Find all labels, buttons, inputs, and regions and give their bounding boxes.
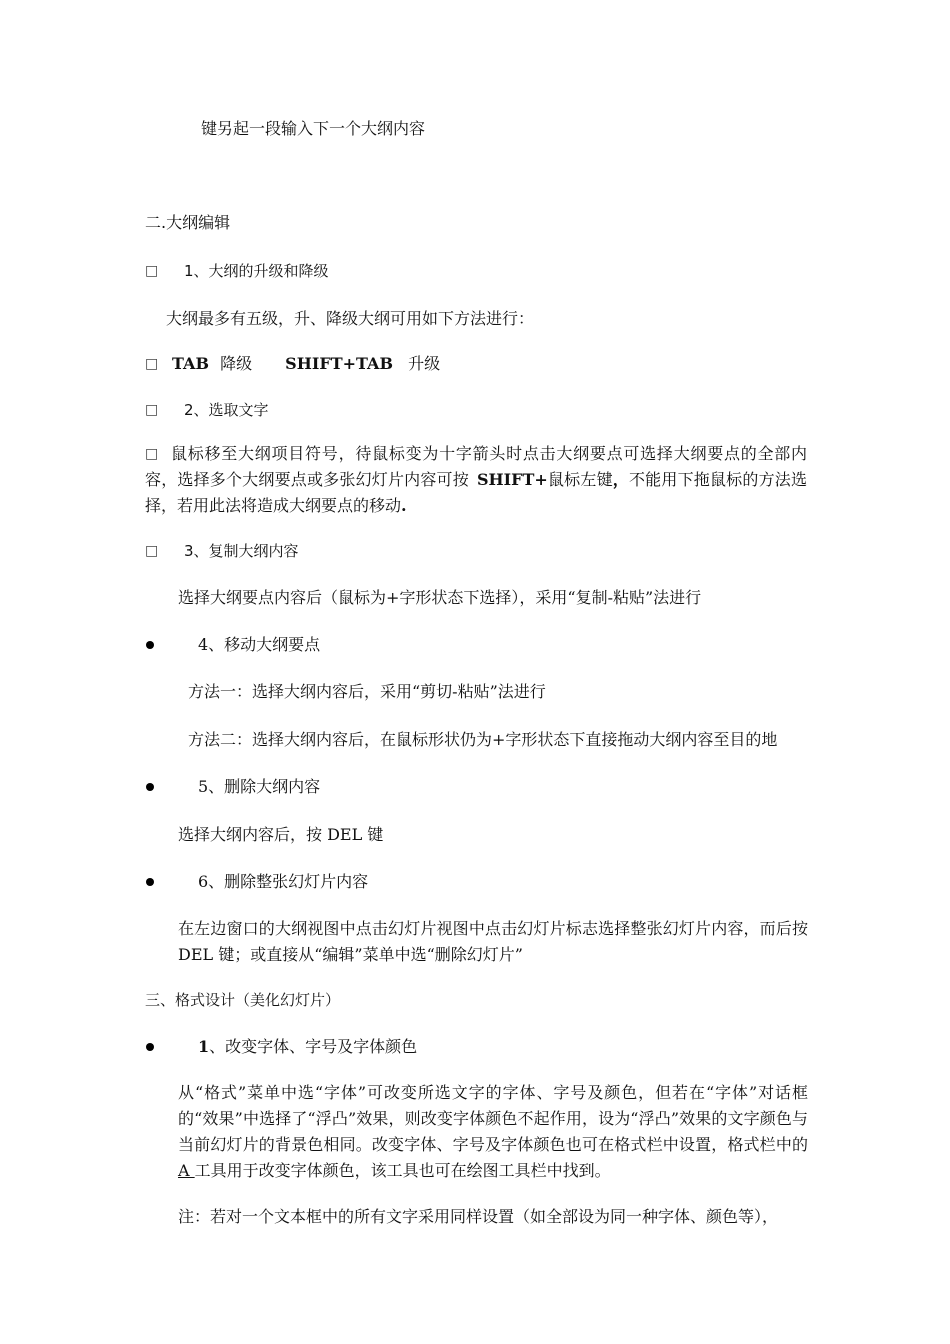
bullet-dot-icon (146, 1043, 154, 1051)
paragraph-2: 鼠标移至大纲项目符号，待鼠标变为十字箭头时点击大纲要点可选择大纲要点的全部内容，选择多个大纲要点或多张幻灯片内容可按 SHIFT+鼠标左键，不能用下拖鼠标的方法选择，若用此法将造成大纲要点的移动. (145, 444, 807, 515)
bullet-icon: □ (145, 263, 159, 279)
bullet-icon: □ (145, 356, 159, 372)
subheading-7: 1、改变字体、字号及字体颜色 (198, 1037, 418, 1056)
subheading-3: 3、复制大纲内容 (184, 542, 299, 560)
method-one: 方法一：选择大纲内容后，采用“剪切-粘贴”法进行 (188, 682, 546, 701)
tab-action: 降级 (220, 354, 253, 373)
tab-key: TAB (172, 354, 209, 373)
continued-line: 键另起一段输入下一个大纲内容 (201, 119, 426, 138)
bullet-icon: □ (145, 402, 159, 418)
section-heading-3: 三、格式设计（美化幻灯片） (145, 991, 341, 1009)
subheading-1: 1、大纲的升级和降级 (184, 262, 329, 280)
bullet-dot-icon (146, 878, 154, 886)
bullet-dot-icon (146, 641, 154, 649)
section-heading-2: 二.大纲编辑 (145, 213, 231, 232)
paragraph-7: 从“格式”菜单中选“字体”可改变所选文字的字体、字号及颜色，但若在“字体”对话框的“效果”中选择了“浮凸”效果，则改变字体颜色不起作用，设为“浮凸”效果的文字颜色与当前幻灯片的背景色相同。改变字体、字号及字体颜色也可在格式栏中设置，格式栏中的 A 工具用于改变字体颜色，该工具也可在绘图工具栏中找到。 (178, 1083, 808, 1180)
method-two: 方法二：选择大纲内容后，在鼠标形状仍为+字形状态下直接拖动大纲内容至目的地 (188, 730, 778, 749)
shift-tab-key: SHIFT+TAB (285, 354, 393, 373)
subheading-4: 4、移动大纲要点 (198, 635, 321, 654)
tab-shortcut-line (172, 353, 440, 375)
shift-tab-action: 升级 (408, 354, 441, 373)
bullet-icon: □ (145, 543, 159, 559)
paragraph-6: 在左边窗口的大纲视图中点击幻灯片视图中点击幻灯片标志选择整张幻灯片内容，而后按 DEL 键；或直接从“编辑”菜单中选“删除幻灯片” (178, 919, 808, 964)
subheading-6: 6、删除整张幻灯片内容 (198, 872, 369, 891)
note-line: 注：若对一个文本框中的所有文字采用同样设置（如全部设为同一种字体、颜色等）， (178, 1207, 779, 1226)
paragraph-5: 选择大纲内容后，按 DEL 键 (178, 825, 384, 844)
subheading-5: 5、删除大纲内容 (198, 777, 321, 796)
bullet-icon: □ (145, 446, 159, 462)
paragraph-3: 选择大纲要点内容后（鼠标为+字形状态下选择），采用“复制-粘贴”法进行 (178, 588, 702, 607)
paragraph-1: 大纲最多有五级，升、降级大纲可用如下方法进行： (166, 309, 535, 328)
subheading-2: 2、选取文字 (184, 401, 269, 419)
font-color-tool-label: A (178, 1161, 195, 1180)
bullet-dot-icon (146, 783, 154, 791)
